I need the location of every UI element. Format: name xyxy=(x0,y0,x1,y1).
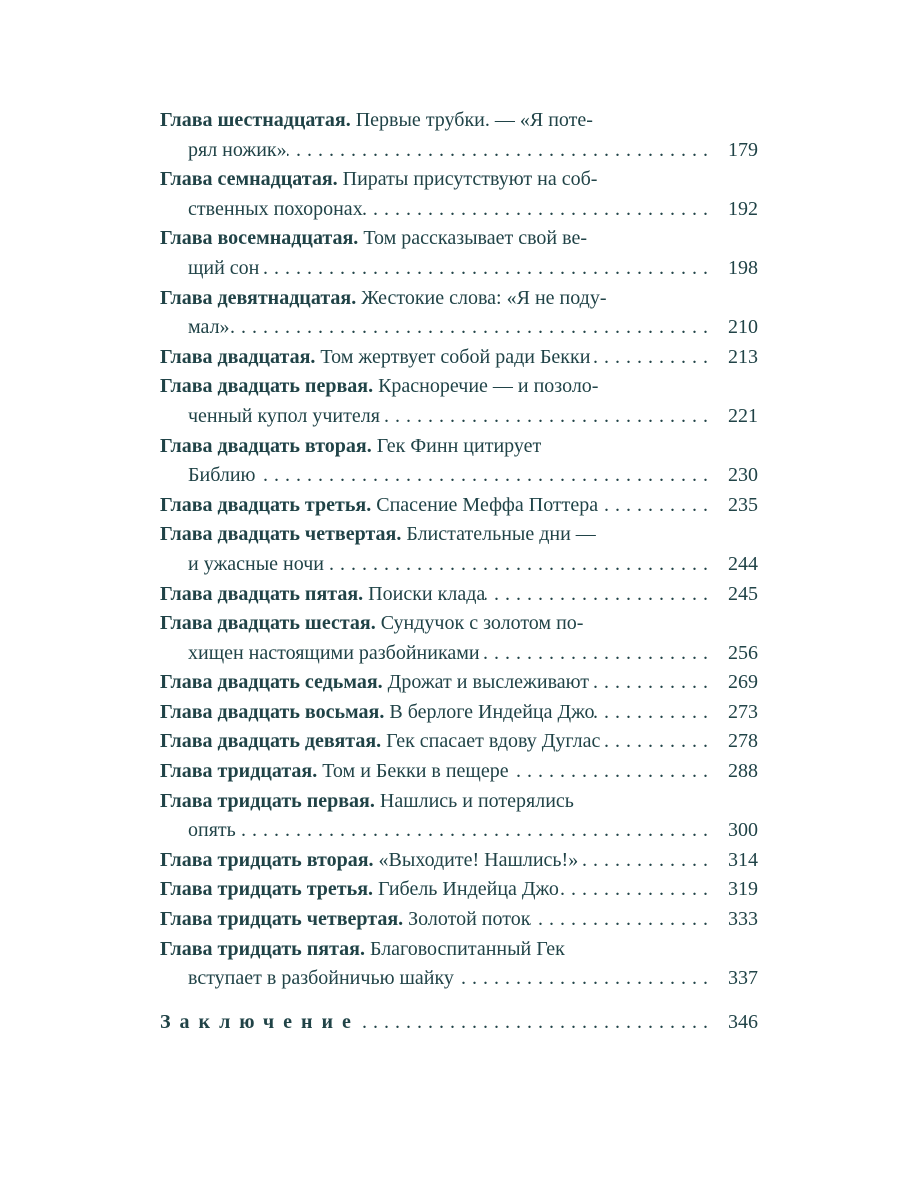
page-number: 245 xyxy=(728,582,758,605)
toc-entry-text: рял ножик» xyxy=(188,138,287,161)
page-number: 278 xyxy=(728,730,758,753)
page-number: 319 xyxy=(728,878,758,901)
chapter-label: Глава двадцать шестая. xyxy=(160,612,376,635)
dot-leader xyxy=(324,550,714,580)
toc-entry-line xyxy=(160,580,758,610)
toc-entry-text: Глава двадцать пятая. Поиски клада xyxy=(160,582,486,605)
chapter-label: Глава двадцать третья. xyxy=(160,493,372,516)
dot-leader xyxy=(360,1008,714,1038)
toc-entry-line xyxy=(160,935,758,965)
toc-entry-line xyxy=(160,372,758,402)
toc-entry-text: щий сон xyxy=(188,256,260,279)
toc-entry-continuation-line xyxy=(160,639,758,669)
toc-entry-text: Глава двадцать вторая. Гек Финн цитирует xyxy=(160,434,542,457)
chapter-label: Глава девятнадцатая. xyxy=(160,286,357,309)
toc-entry-text: Глава двадцать четвертая. Блистательные дни — xyxy=(160,523,596,546)
toc-entry-line xyxy=(160,165,758,195)
toc-entry-line xyxy=(160,224,758,254)
dot-leader xyxy=(559,875,714,905)
toc-entry-text: Глава двадцатая. Том жертвует собой ради Бекки xyxy=(160,345,591,368)
page-number: 192 xyxy=(728,197,758,220)
dot-leader xyxy=(256,461,715,491)
toc-entry-line xyxy=(160,757,758,787)
toc-entry-continuation-line xyxy=(160,461,758,491)
chapter-label: Глава двадцать пятая. xyxy=(160,582,364,605)
dot-leader xyxy=(600,727,714,757)
page-number: 235 xyxy=(728,493,758,516)
dot-leader xyxy=(480,639,714,669)
closing-label: Заключение xyxy=(160,1010,360,1033)
toc-entry-line xyxy=(160,343,758,373)
page-number: 221 xyxy=(728,404,758,427)
toc-entry-text: Глава тридцатая. Том и Бекки в пещере xyxy=(160,760,509,783)
toc-entry-text: вступает в разбойничью шайку xyxy=(188,967,454,990)
toc-entry-line xyxy=(160,846,758,876)
chapter-label: Глава тридцатая. xyxy=(160,760,318,783)
dot-leader xyxy=(598,491,714,521)
toc-entry-line xyxy=(160,787,758,817)
page-number: 230 xyxy=(728,464,758,487)
chapter-label: Глава тридцать первая. xyxy=(160,789,375,812)
page-number: 179 xyxy=(728,138,758,161)
chapter-label: Глава тридцать пятая. xyxy=(160,937,365,960)
toc-entry-text: Глава тридцать пятая. Благовоспитанный Гек xyxy=(160,937,565,960)
dot-leader xyxy=(485,580,714,610)
page-number: 198 xyxy=(728,256,758,279)
toc-entry-text: Глава шестнадцатая. Первые трубки. — «Я поте- xyxy=(160,109,593,131)
toc-entry-text: Глава семнадцатая. Пираты присутствуют на соб- xyxy=(160,168,598,191)
chapter-label: Глава двадцать восьмая. xyxy=(160,700,385,723)
dot-leader xyxy=(590,343,714,373)
toc-entry-text: ственных похоронах xyxy=(188,197,363,220)
toc-entry-text: мал» xyxy=(188,316,230,339)
page-number: 213 xyxy=(728,345,758,368)
toc-entry-line xyxy=(160,905,758,935)
chapter-label: Глава шестнадцатая. xyxy=(160,109,351,131)
page-number: 314 xyxy=(728,848,758,871)
toc-entry-line xyxy=(160,520,758,550)
page-number: 333 xyxy=(728,908,758,931)
toc-entry-continuation-line xyxy=(160,195,758,225)
toc-entry-text: Глава тридцать четвертая. Золотой поток xyxy=(160,908,531,931)
toc-entry-text: Глава двадцать первая. Красноречие — и позоло- xyxy=(160,375,599,398)
dot-leader xyxy=(509,757,714,787)
page-number: 346 xyxy=(728,1010,758,1033)
toc-entry-text: Глава тридцать первая. Нашлись и потерялись xyxy=(160,789,574,812)
toc-entry-text: Глава двадцать шестая. Сундучок с золотом по- xyxy=(160,612,584,635)
dot-leader xyxy=(380,402,714,432)
toc-closing-line xyxy=(160,1008,758,1038)
dot-leader xyxy=(236,816,714,846)
chapter-label: Глава двадцатая. xyxy=(160,345,316,368)
dot-leader xyxy=(287,136,714,166)
chapter-label: Глава двадцать седьмая. xyxy=(160,671,383,694)
dot-leader xyxy=(230,313,714,343)
toc-entry-text: Глава двадцать восьмая. В берлоге Индейца Джо xyxy=(160,700,595,723)
toc-entry-line xyxy=(160,727,758,757)
chapter-label: Глава тридцать четвертая. xyxy=(160,908,404,931)
toc-entry-text: Глава двадцать третья. Спасение Меффа Поттера xyxy=(160,493,599,516)
toc-entry-continuation-line xyxy=(160,313,758,343)
page-number: 244 xyxy=(728,552,758,575)
chapter-label: Глава двадцать четвертая. xyxy=(160,523,402,546)
page-number: 288 xyxy=(728,760,758,783)
dot-leader xyxy=(594,698,714,728)
table-of-contents xyxy=(160,106,758,1037)
toc-entry-text: Библию xyxy=(188,464,256,487)
chapter-label: Глава восемнадцатая. xyxy=(160,227,359,250)
dot-leader xyxy=(259,254,714,284)
toc-entry-continuation-line xyxy=(160,550,758,580)
toc-entry-continuation-line xyxy=(160,136,758,166)
toc-entry-text xyxy=(160,1008,360,1038)
page-number: 300 xyxy=(728,819,758,842)
toc-entry-list xyxy=(160,106,758,994)
toc-entry-line xyxy=(160,875,758,905)
chapter-label: Глава двадцать вторая. xyxy=(160,434,372,457)
toc-entry-text: хищен настоящими разбойниками xyxy=(188,641,480,664)
toc-entry-line xyxy=(160,698,758,728)
toc-entry-continuation-line xyxy=(160,254,758,284)
toc-entry-text: Глава двадцать седьмая. Дрожат и выслеживают xyxy=(160,671,590,694)
toc-entry-text: Глава восемнадцатая. Том рассказывает свой ве- xyxy=(160,227,587,250)
chapter-label: Глава двадцать первая. xyxy=(160,375,374,398)
toc-entry-text: и ужасные ночи xyxy=(188,552,324,575)
toc-entry-continuation-line xyxy=(160,816,758,846)
chapter-label: Глава тридцать третья. xyxy=(160,878,374,901)
dot-leader xyxy=(454,964,714,994)
toc-entry-line xyxy=(160,106,758,136)
page-number: 273 xyxy=(728,700,758,723)
toc-entry-text: ченный купол учителя xyxy=(188,404,380,427)
dot-leader xyxy=(578,846,714,876)
chapter-label: Глава двадцать девятая. xyxy=(160,730,382,753)
dot-leader xyxy=(363,195,714,225)
toc-entry-line xyxy=(160,284,758,314)
toc-entry-continuation-line xyxy=(160,402,758,432)
page-number: 256 xyxy=(728,641,758,664)
dot-leader xyxy=(589,668,714,698)
dot-leader xyxy=(530,905,714,935)
page-number: 210 xyxy=(728,316,758,339)
page-number: 269 xyxy=(728,671,758,694)
page-number: 337 xyxy=(728,967,758,990)
toc-entry-text: опять xyxy=(188,819,236,842)
chapter-label: Глава тридцать вторая. xyxy=(160,848,374,871)
toc-entry-line xyxy=(160,609,758,639)
toc-entry-line xyxy=(160,491,758,521)
toc-entry-text: Глава девятнадцатая. Жестокие слова: «Я не поду- xyxy=(160,286,607,309)
toc-entry-text: Глава двадцать девятая. Гек спасает вдову Дуглас xyxy=(160,730,601,753)
toc-entry-continuation-line xyxy=(160,964,758,994)
toc-entry-line xyxy=(160,432,758,462)
toc-entry-text: Глава тридцать третья. Гибель Индейца Джо xyxy=(160,878,559,901)
chapter-label: Глава семнадцатая. xyxy=(160,168,338,191)
toc-entry-text: Глава тридцать вторая. «Выходите! Нашлись!» xyxy=(160,848,579,871)
toc-entry-line xyxy=(160,668,758,698)
